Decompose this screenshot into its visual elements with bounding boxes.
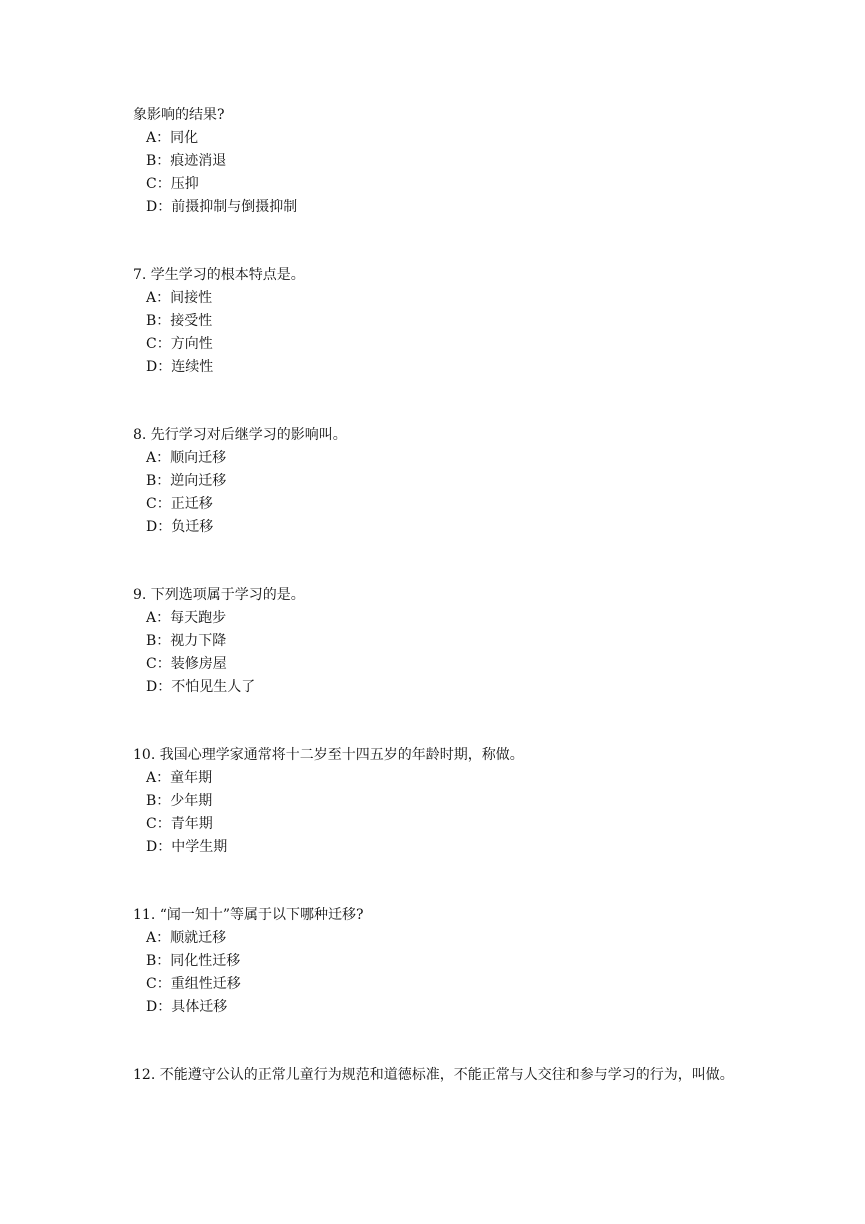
option-a: A：间接性 — [146, 290, 213, 306]
question-11 — [133, 904, 758, 1019]
question-stem: 8. 先行学习对后继学习的影响叫。 — [133, 427, 347, 443]
option-c: C：青年期 — [146, 816, 213, 832]
option-d: D：中学生期 — [146, 839, 228, 855]
option-b: B：痕迹消退 — [146, 153, 227, 169]
question-stem: 象影响的结果? — [133, 107, 225, 123]
option-a: A：顺向迁移 — [146, 450, 227, 466]
question-12 — [133, 1064, 758, 1087]
option-d: D：不怕见生人了 — [146, 679, 256, 695]
option-b: B：视力下降 — [146, 633, 227, 649]
option-d: D：连续性 — [146, 359, 214, 375]
question-stem: 7. 学生学习的根本特点是。 — [133, 267, 305, 283]
option-a: A：顺就迁移 — [146, 930, 227, 946]
option-c: C：正迁移 — [146, 496, 213, 512]
question-10 — [133, 744, 758, 859]
option-c: C：装修房屋 — [146, 656, 227, 672]
question-stem: 11. “闻一知十”等属于以下哪种迁移? — [133, 907, 364, 923]
option-c: C：重组性迁移 — [146, 976, 241, 992]
question-7 — [133, 264, 758, 379]
question-8 — [133, 424, 758, 539]
option-a: A：同化 — [146, 130, 199, 146]
option-b: B：少年期 — [146, 793, 213, 809]
option-a: A：童年期 — [146, 770, 213, 786]
question-stem: 10. 我国心理学家通常将十二岁至十四五岁的年龄时期，称做。 — [133, 747, 524, 763]
option-c: C：压抑 — [146, 176, 199, 192]
option-d: D：负迁移 — [146, 519, 214, 535]
option-b: B：接受性 — [146, 313, 213, 329]
option-d: D：具体迁移 — [146, 999, 228, 1015]
option-a: A：每天跑步 — [146, 610, 227, 626]
question-stem: 9. 下列选项属于学习的是。 — [133, 587, 305, 603]
option-b: B：逆向迁移 — [146, 473, 227, 489]
document-page — [133, 104, 758, 1087]
option-b: B：同化性迁移 — [146, 953, 241, 969]
option-d: D：前摄抑制与倒摄抑制 — [146, 199, 298, 215]
option-c: C：方向性 — [146, 336, 213, 352]
question-stem: 12. 不能遵守公认的正常儿童行为规范和道德标准，不能正常与人交往和参与学习的行为，叫做。 — [133, 1067, 734, 1083]
question-6 — [133, 104, 758, 219]
question-9 — [133, 584, 758, 699]
